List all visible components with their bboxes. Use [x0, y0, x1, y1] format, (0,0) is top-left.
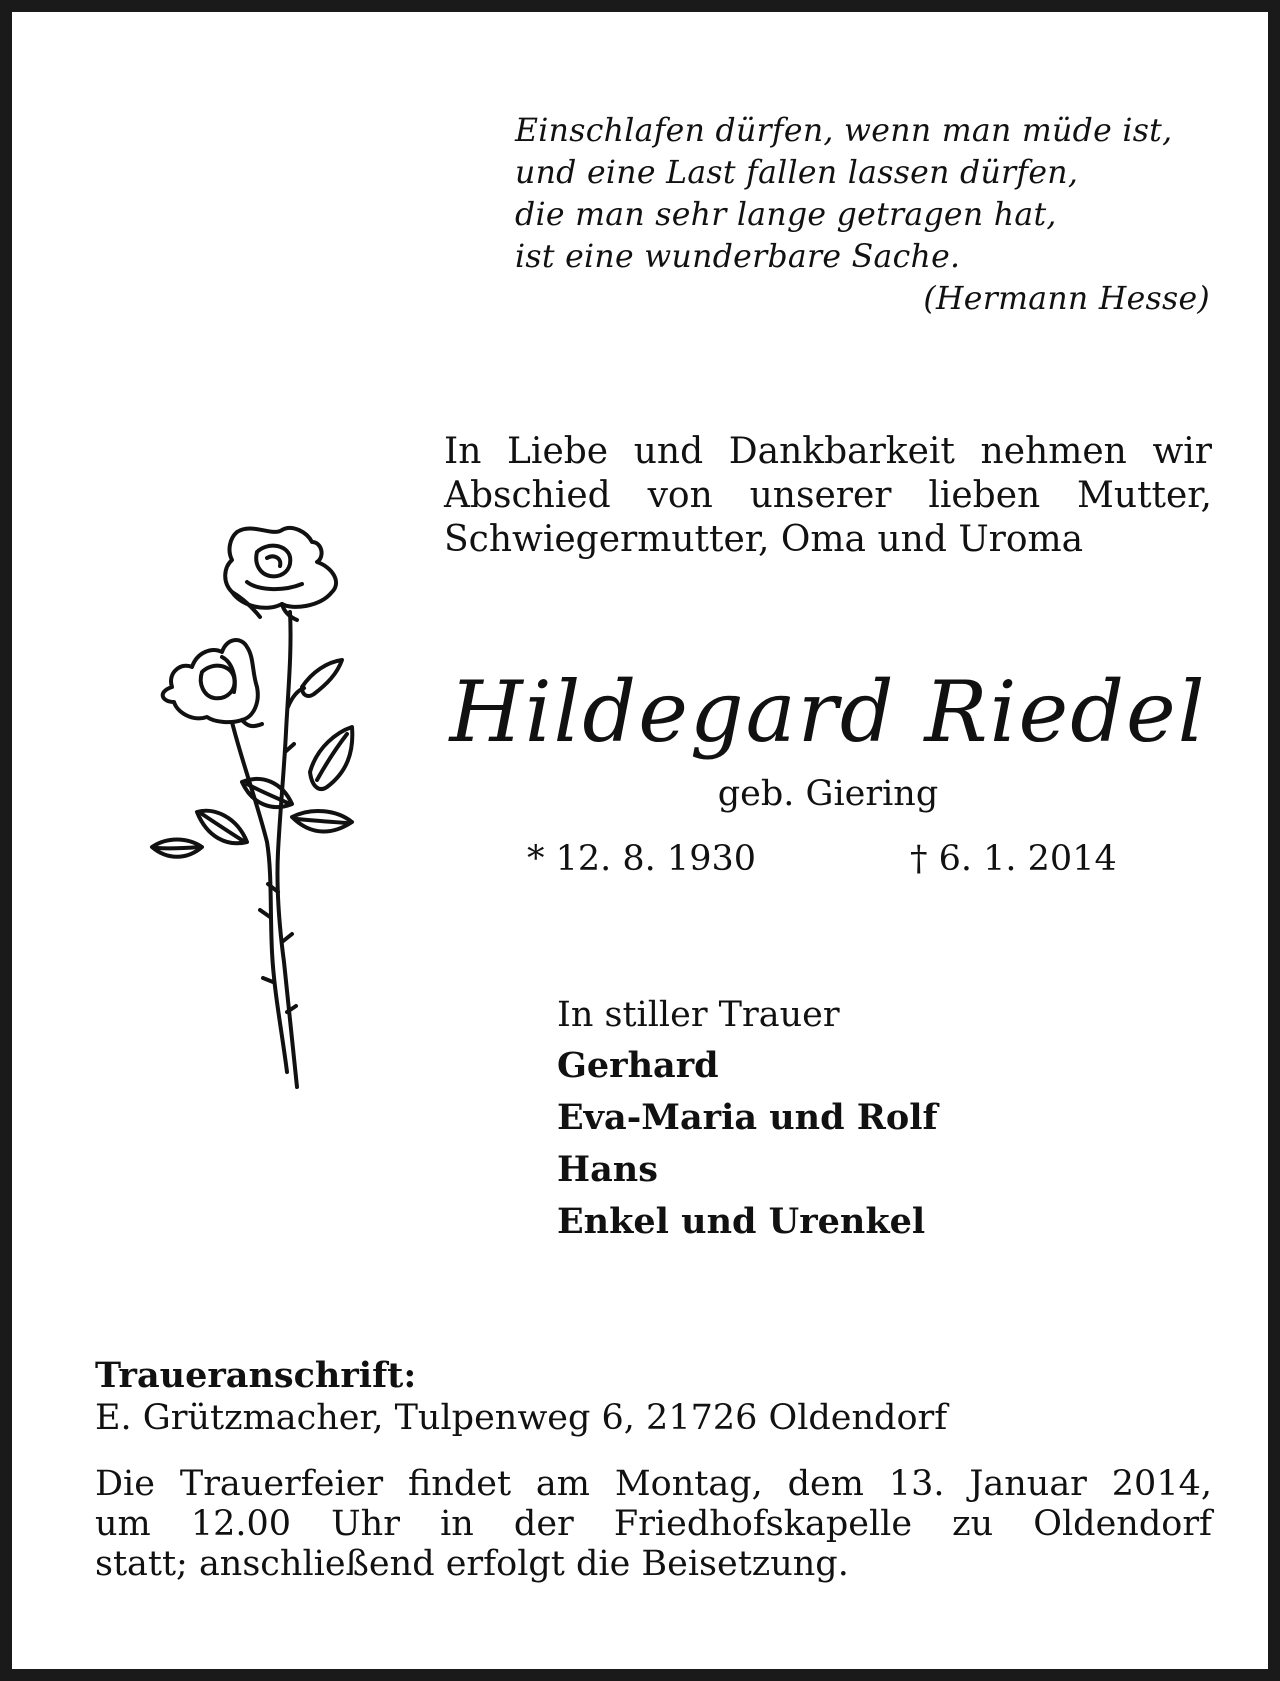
quote-block: [515, 110, 1210, 320]
intro-line: Abschied von unserer lieben Mutter,: [444, 475, 1212, 516]
mourners-block: [557, 990, 1177, 1248]
ceremony-paragraph: [95, 1464, 1212, 1584]
mourner-name: Eva-Maria und Rolf: [557, 1097, 938, 1138]
quote-line: ist eine wunderbare Sache.: [515, 239, 961, 275]
mourner-name: Enkel und Urenkel: [557, 1201, 926, 1242]
quote-author: (Hermann Hesse): [923, 281, 1210, 317]
quote-line: die man sehr lange getragen hat,: [515, 197, 1057, 233]
intro-paragraph: [444, 430, 1212, 562]
quote-line: Einschlafen dürfen, wenn man müde ist,: [515, 113, 1173, 149]
intro-line: In Liebe und Dankbarkeit nehmen wir: [444, 431, 1212, 472]
address-title: Traueranschrift:: [95, 1355, 417, 1396]
address-line: E. Grützmacher, Tulpenweg 6, 21726 Oldendorf: [95, 1398, 948, 1438]
maiden-name: geb. Giering: [717, 774, 939, 814]
mourners-lead: In stiller Trauer: [557, 995, 840, 1035]
intro-line: Schwiegermutter, Oma und Uroma: [444, 519, 1084, 560]
mourner-name: Gerhard: [557, 1045, 719, 1086]
rose-icon: [142, 512, 402, 1092]
mourner-name: Hans: [557, 1149, 658, 1190]
birth-date: * 12. 8. 1930: [527, 839, 757, 879]
death-date: † 6. 1. 2014: [910, 839, 1117, 879]
quote-line: und eine Last fallen lassen dürfen,: [515, 155, 1079, 191]
ceremony-line: statt; anschließend erfolgt die Beisetzung.: [95, 1544, 849, 1584]
ceremony-line: Die Trauerfeier findet am Montag, dem 13. Januar 2014,: [95, 1464, 1212, 1504]
deceased-name: Hildegard Riedel: [449, 663, 1207, 761]
ceremony-line: um 12.00 Uhr in der Friedhofskapelle zu Oldendorf: [95, 1504, 1212, 1544]
